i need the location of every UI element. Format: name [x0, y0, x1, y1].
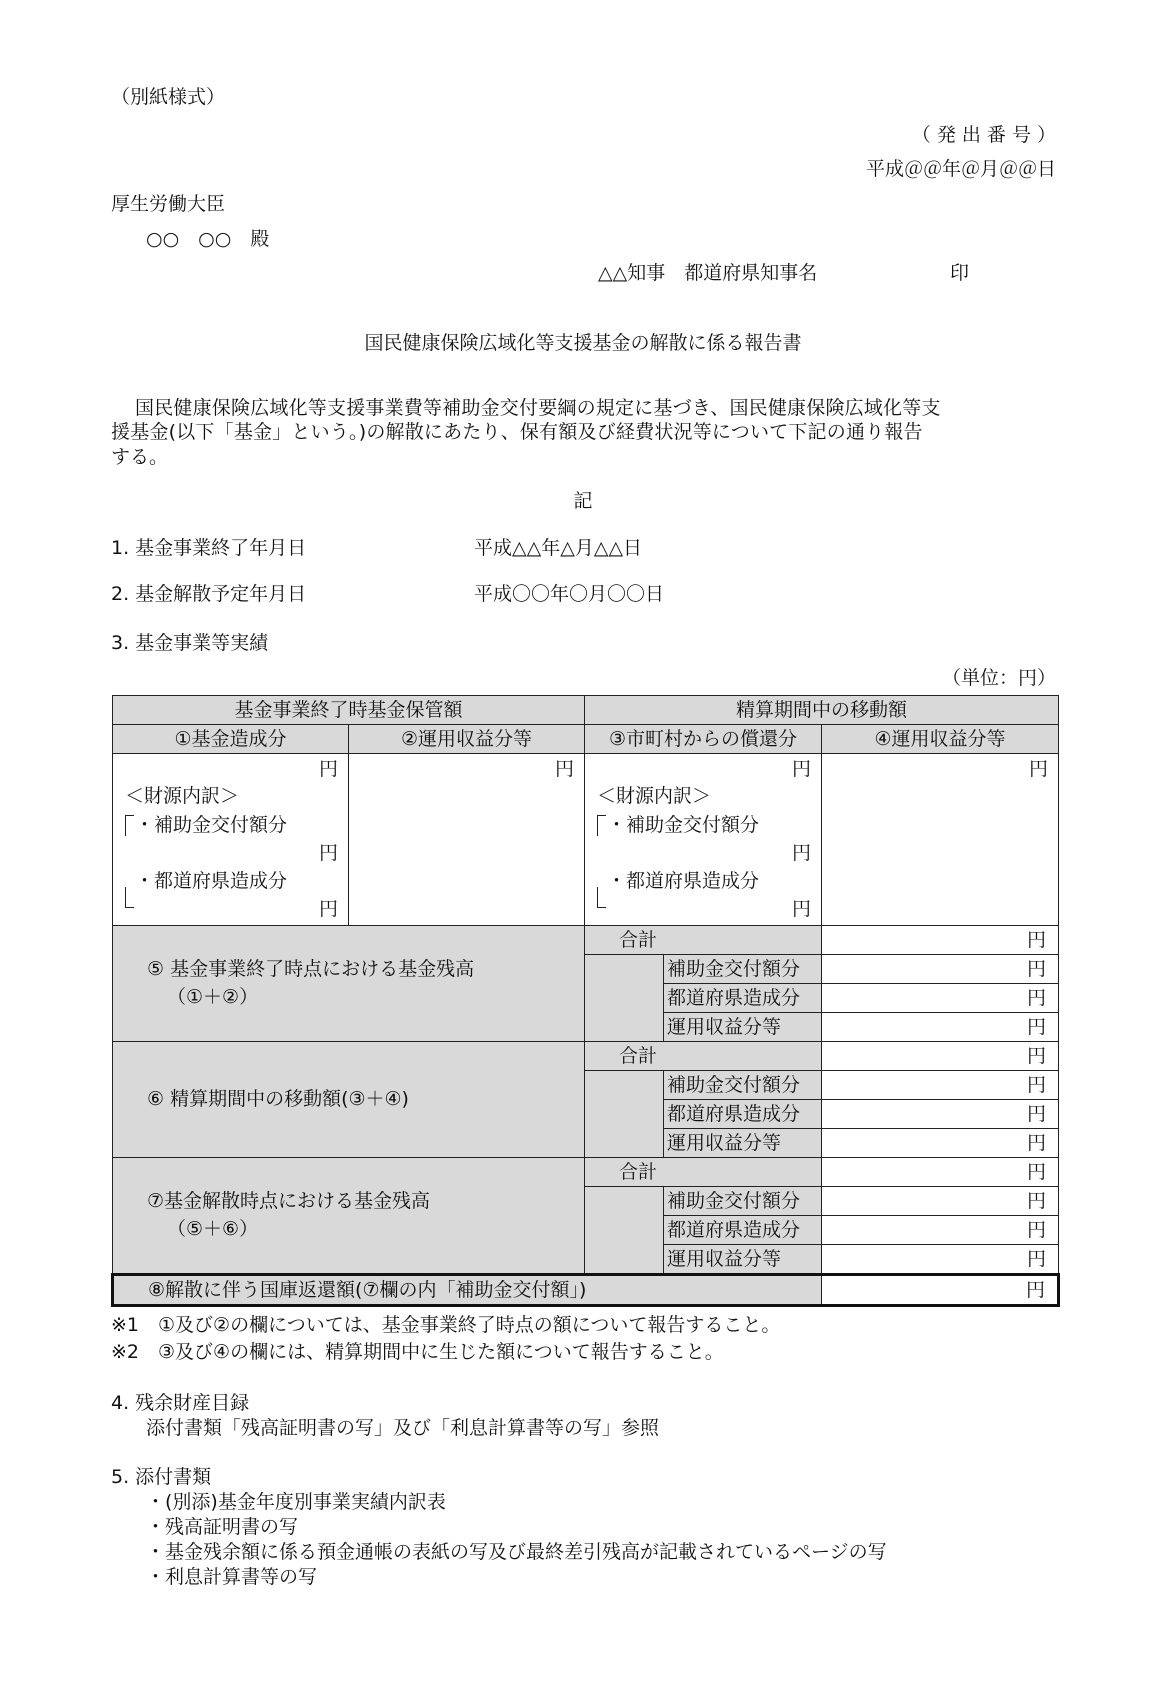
sec5-spacer	[585, 955, 664, 1042]
col1-amount-cell	[113, 754, 349, 926]
sec6-interest-yen: 円	[822, 1129, 1059, 1158]
col2-yen: 円	[555, 758, 575, 780]
sec6-total-label: 合計	[585, 1042, 822, 1071]
col3-bracket-bottom	[597, 887, 606, 908]
sec5-interest-yen: 円	[822, 1013, 1059, 1042]
col1-header: ①基金造成分	[113, 725, 349, 754]
document-date: 平成＠＠年＠月＠＠日	[865, 158, 1056, 180]
intro-line-3: する。	[111, 446, 169, 468]
col3-amount-cell	[585, 754, 822, 926]
sec7-pref-label: 都道府県造成分	[664, 1216, 822, 1245]
sec7-subsidy-yen: 円	[822, 1187, 1059, 1216]
sec6-interest-label: 運用収益分等	[664, 1129, 822, 1158]
intro-line-1: 国民健康保険広域化等支援事業費等補助金交付要綱の規定に基づき、国民健康保険広域化等支	[135, 397, 941, 419]
group-right-header: 精算期間中の移動額	[585, 696, 1059, 725]
sec6-total-yen: 円	[822, 1042, 1059, 1071]
col3-subsidy-label: ・補助金交付額分	[607, 814, 760, 836]
item-3-label: 3. 基金事業等実績	[111, 632, 269, 654]
col4-amount-cell	[822, 754, 1059, 926]
col3-pref-yen: 円	[792, 898, 812, 920]
sec6-pref-yen: 円	[822, 1100, 1059, 1129]
sec6-subsidy-yen: 円	[822, 1071, 1059, 1100]
col1-yen: 円	[318, 758, 338, 780]
col1-breakdown-label: ＜財源内訳＞	[125, 785, 240, 807]
sec7-label-line2: （⑤＋⑥）	[167, 1217, 259, 1240]
note-1: ※1 ①及び②の欄については、基金事業終了時点の額について報告すること。	[111, 1314, 781, 1336]
sec7-interest-yen: 円	[822, 1245, 1059, 1275]
sec7-label-cell	[113, 1158, 585, 1275]
col1-bracket-bottom	[125, 887, 134, 908]
col2-header: ②運用収益分等	[349, 725, 585, 754]
col3-bracket-top	[597, 815, 606, 836]
sec8-yen: 円	[822, 1275, 1059, 1306]
sec6-spacer	[585, 1071, 664, 1158]
sender-name: △△知事 都道府県知事名	[598, 262, 818, 284]
sec8-label: ⑧解散に伴う国庫返還額(⑦欄の内「補助金交付額」)	[113, 1275, 822, 1306]
sec6-total-row	[113, 1042, 1059, 1071]
sec7-pref-yen: 円	[822, 1216, 1059, 1245]
col4-yen: 円	[1029, 758, 1049, 780]
sec6-subsidy-label: 補助金交付額分	[664, 1071, 822, 1100]
attachment-item: ・基金残余額に係る預金通帳の表紙の写及び最終差引残高が記載されているページの写	[146, 1541, 887, 1563]
document-title: 国民健康保険広域化等支援基金の解散に係る報告書	[364, 332, 802, 354]
col2-amount-cell	[349, 754, 585, 926]
attachment-item: ・(別添)基金年度別事業実績内訳表	[146, 1491, 446, 1513]
sec5-pref-label: 都道府県造成分	[664, 984, 822, 1013]
sec6-label-cell	[113, 1042, 585, 1158]
ki-label: 記	[573, 490, 593, 512]
report-table	[111, 695, 1060, 1307]
col3-breakdown-label: ＜財源内訳＞	[597, 785, 712, 807]
col3-subsidy-yen: 円	[792, 842, 812, 864]
section5-heading: 5. 添付書類	[111, 1466, 212, 1488]
col1-pref-yen: 円	[318, 898, 338, 920]
sec7-interest-label: 運用収益分等	[664, 1245, 822, 1275]
form-label: （別紙様式）	[111, 86, 226, 108]
col4-header: ④運用収益分等	[822, 725, 1059, 754]
sec7-total-yen: 円	[822, 1158, 1059, 1187]
sec7-label-line1: ⑦基金解散時点における基金残高	[147, 1189, 431, 1212]
item-1-value: 平成△△年△月△△日	[474, 537, 643, 559]
sec5-label-cell	[113, 926, 585, 1042]
col1-subsidy-label: ・補助金交付額分	[135, 814, 288, 836]
col1-bracket-top	[125, 815, 134, 836]
col1-subsidy-yen: 円	[318, 842, 338, 864]
item-2-value: 平成〇〇年〇月〇〇日	[474, 583, 665, 605]
issue-number: （ 発 出 番 号 ）	[911, 124, 1056, 146]
attachment-item: ・利息計算書等の写	[146, 1566, 318, 1588]
table-column-header-row	[113, 725, 1059, 754]
sec5-subsidy-yen: 円	[822, 955, 1059, 984]
sec5-pref-yen: 円	[822, 984, 1059, 1013]
attachment-item: ・残高証明書の写	[146, 1516, 299, 1538]
sec5-label-line2: （①＋②）	[167, 985, 259, 1008]
note-2: ※2 ③及び④の欄には、精算期間中に生じた額について報告すること。	[111, 1341, 724, 1363]
sec5-label-line1: ⑤ 基金事業終了時点における基金残高	[147, 957, 475, 980]
seal-mark: 印	[950, 262, 970, 284]
sec7-total-row	[113, 1158, 1059, 1187]
table-group-header-row	[113, 696, 1059, 725]
sec5-total-row	[113, 926, 1059, 955]
unit-label: （単位：円）	[941, 667, 1056, 689]
sec6-pref-label: 都道府県造成分	[664, 1100, 822, 1129]
sec5-total-yen: 円	[822, 926, 1059, 955]
sec7-total-label: 合計	[585, 1158, 822, 1187]
item-2-label: 2. 基金解散予定年月日	[111, 583, 307, 605]
section4-heading: 4. 残余財産目録	[111, 1392, 250, 1414]
col3-header: ③市町村からの償還分	[585, 725, 822, 754]
table-amount-row	[113, 754, 1059, 926]
sec8-row	[113, 1275, 1059, 1306]
intro-line-2: 援基金(以下「基金」という。)の解散にあたり、保有額及び経費状況等について下記の通り報告	[111, 421, 923, 443]
col3-pref-label: ・都道府県造成分	[607, 870, 760, 892]
sec5-subsidy-label: 補助金交付額分	[664, 955, 822, 984]
sec5-interest-label: 運用収益分等	[664, 1013, 822, 1042]
sec7-subsidy-label: 補助金交付額分	[664, 1187, 822, 1216]
col3-yen: 円	[792, 758, 812, 780]
sec7-spacer	[585, 1187, 664, 1275]
sec5-total-label: 合計	[585, 926, 822, 955]
sec6-label: ⑥ 精算期間中の移動額(③＋④)	[147, 1088, 409, 1110]
group-left-header: 基金事業終了時基金保管額	[113, 696, 585, 725]
item-1-label: 1. 基金事業終了年月日	[111, 537, 307, 559]
section4-text: 添付書類「残高証明書の写」及び「利息計算書等の写」参照	[146, 1417, 660, 1439]
addressee-title: 厚生労働大臣	[111, 193, 226, 215]
addressee-name: ○○ ○○ 殿	[146, 228, 270, 250]
col1-pref-label: ・都道府県造成分	[135, 870, 288, 892]
